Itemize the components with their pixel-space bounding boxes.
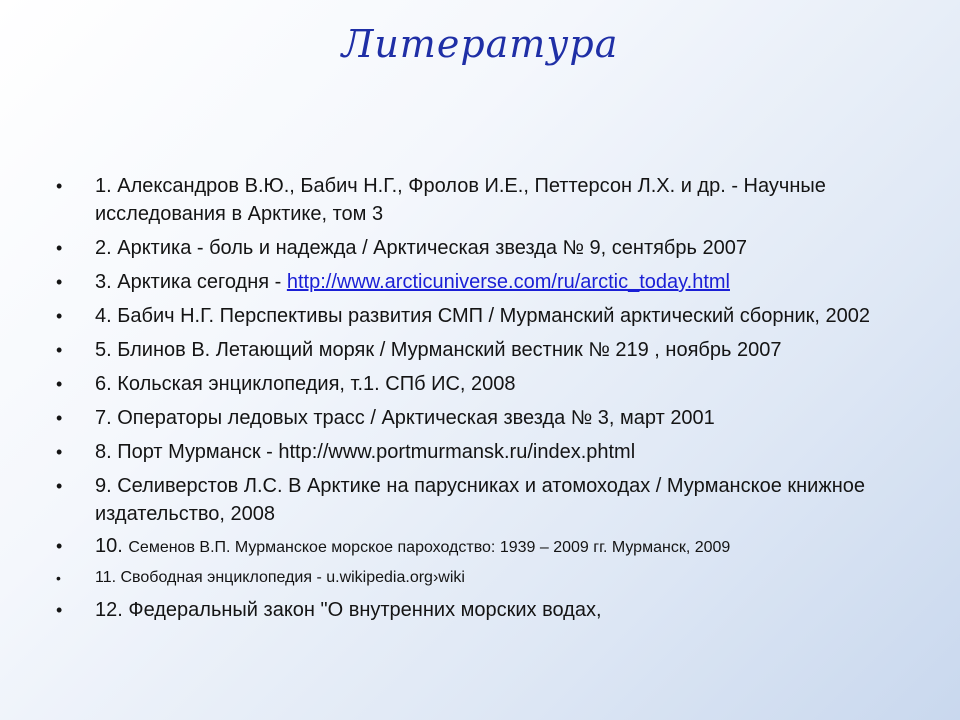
reference-text: 9. Селиверстов Л.С. В Арктике на парусниках и атомоходах / Мурманское книжное издательство, 2008 [95,475,866,525]
reference-text: 8. Порт Мурманск - http://www.portmurmansk.ru/index.phtml [95,441,636,463]
list-item [56,404,906,432]
reference-text: 2. Арктика - боль и надежда / Арктическая звезда № 9, сентябрь 2007 [95,237,747,259]
reference-list [56,172,906,630]
bullet-icon: • [56,374,63,394]
list-item [56,336,906,364]
reference-text: 3. Арктика сегодня - [95,271,287,293]
list-item [56,596,906,624]
reference-text: 4. Бабич Н.Г. Перспективы развития СМП / Мурманский арктический сборник, 2002 [95,305,871,327]
list-item [56,268,906,296]
reference-text: 7. Операторы ледовых трасс / Арктическая звезда № 3, март 2001 [95,407,715,429]
bullet-icon: • [56,536,63,556]
bullet-icon: • [56,476,63,496]
list-item [56,302,906,330]
reference-text: 1. Александров В.Ю., Бабич Н.Г., Фролов И.Е., Петтерсон Л.Х. и др. - Научные исследования в Арктике, том 3 [95,175,826,225]
bullet-icon: • [56,408,63,428]
reference-text: 12. Федеральный закон "О внутренних морских водах, [95,599,602,621]
list-item [56,472,906,528]
bullet-icon: • [56,600,63,620]
page-title: Литература [341,22,619,66]
list-item [56,234,906,262]
reference-text: 6. Кольская энциклопедия, т.1. СПб ИС, 2008 [95,373,516,395]
reference-link[interactable]: http://www.arcticuniverse.com/ru/arctic_today.html [286,271,730,293]
bullet-icon: • [56,238,63,258]
bullet-icon: • [56,340,63,360]
reference-text: Семенов В.П. Мурманское морское пароходство: 1939 – 2009 гг. Мурманск, 2009 [128,539,731,556]
list-item [56,172,906,228]
list-item [56,566,906,590]
bullet-icon: • [56,176,63,196]
bullet-icon: • [56,306,63,326]
reference-text: 5. Блинов В. Летающий моряк / Мурманский вестник № 219 , ноябрь 2007 [95,339,782,361]
reference-number: 10. [95,535,129,557]
bullet-icon: • [56,272,63,292]
bullet-icon: • [56,442,63,462]
list-item [56,438,906,466]
reference-text: 11. Свободная энциклопедия - u.wikipedia.org›wiki [95,569,465,586]
list-item [56,534,906,560]
bullet-icon: • [56,570,61,586]
list-item [56,370,906,398]
